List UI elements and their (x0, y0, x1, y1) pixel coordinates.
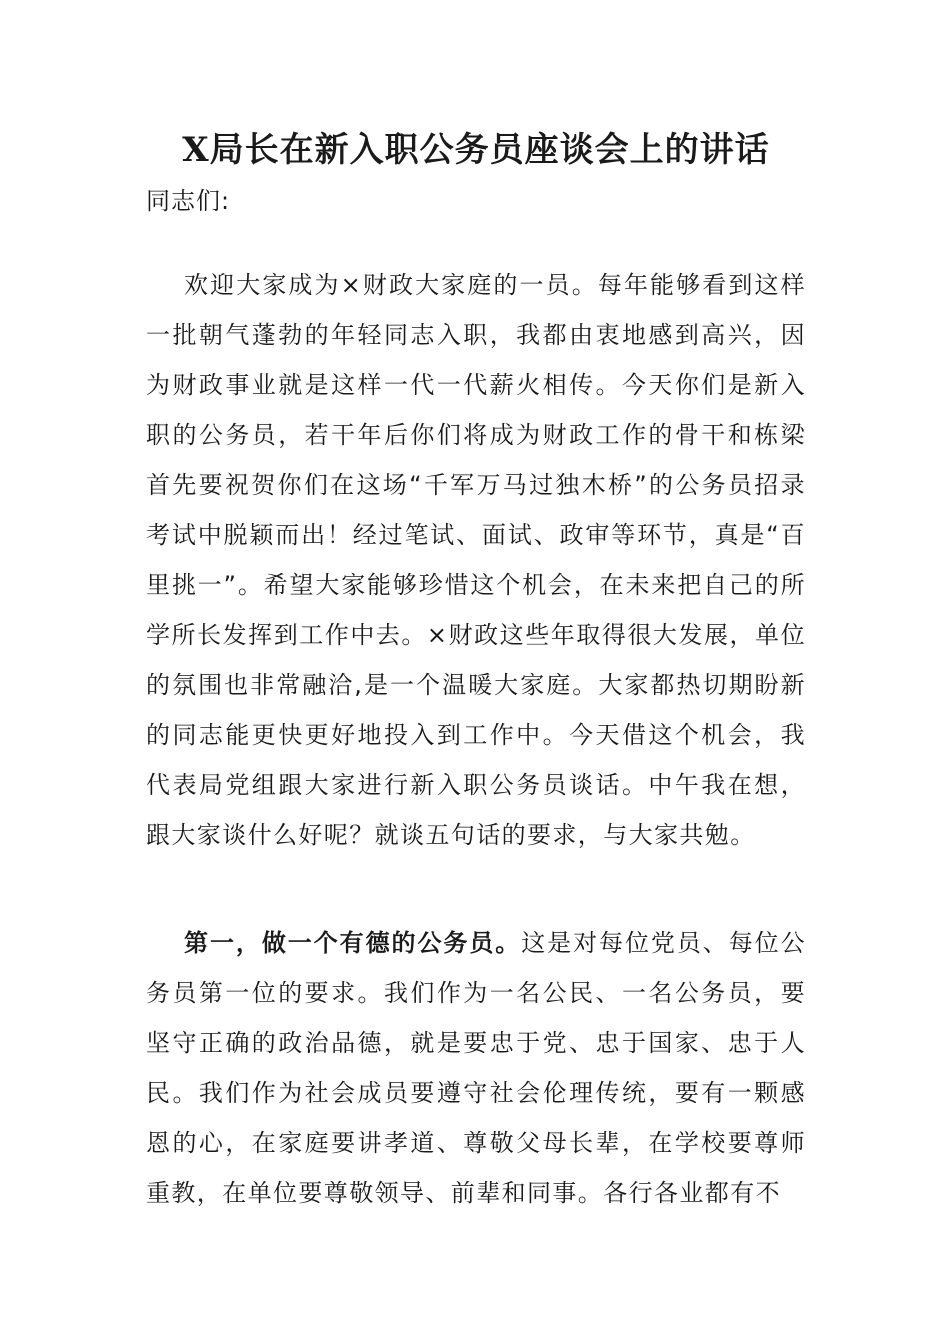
salutation: 同志们: (146, 187, 231, 215)
paragraph-text: 这是对每位党员、每位公务员第一位的要求。我们作为一名公民、一名公务员，要坚守正确的政治品德，就是要忠于党、忠于国家、忠于人民。我们作为社会成员要遵守社会伦理传统，要有一颗感恩的心，在家庭要讲孝道、尊敬父母长辈，在学校要尊师重教，在单位要尊敬领导、前辈和同事。各行各业都有不 (146, 929, 806, 1207)
paragraph-intro (146, 260, 806, 860)
paragraph-lead: 第一，做一个有德的公务员。 (184, 929, 522, 957)
document-title: X局长在新入职公务员座谈会上的讲话 (182, 130, 770, 170)
paragraph-text: 欢迎大家成为×财政大家庭的一员。每年能够看到这样一批朝气蓬勃的年轻同志入职，我都由衷地感到高兴，因为财政事业就是这样一代一代薪火相传。今天你们是新入职的公务员，若干年后你们将成为财政工作的骨干和栋梁首先要祝贺你们在这场“千军万马过独木桥”的公务员招录考试中脱颖而出！经过笔试、面试、政审等环节，真是“百里挑一”。希望大家能够珍惜这个机会，在未来把自己的所学所长发挥到工作中去。×财政这些年取得很大发展，单位的氛围也非常融洽,是一个温暖大家庭。大家都热切期盼新的同志能更快更好地投入到工作中。今天借这个机会，我代表局党组跟大家进行新入职公务员谈话。中午我在想，跟大家谈什么好呢？就谈五句话的要求，与大家共勉。 (146, 271, 806, 849)
paragraph-first-point (146, 918, 806, 1218)
